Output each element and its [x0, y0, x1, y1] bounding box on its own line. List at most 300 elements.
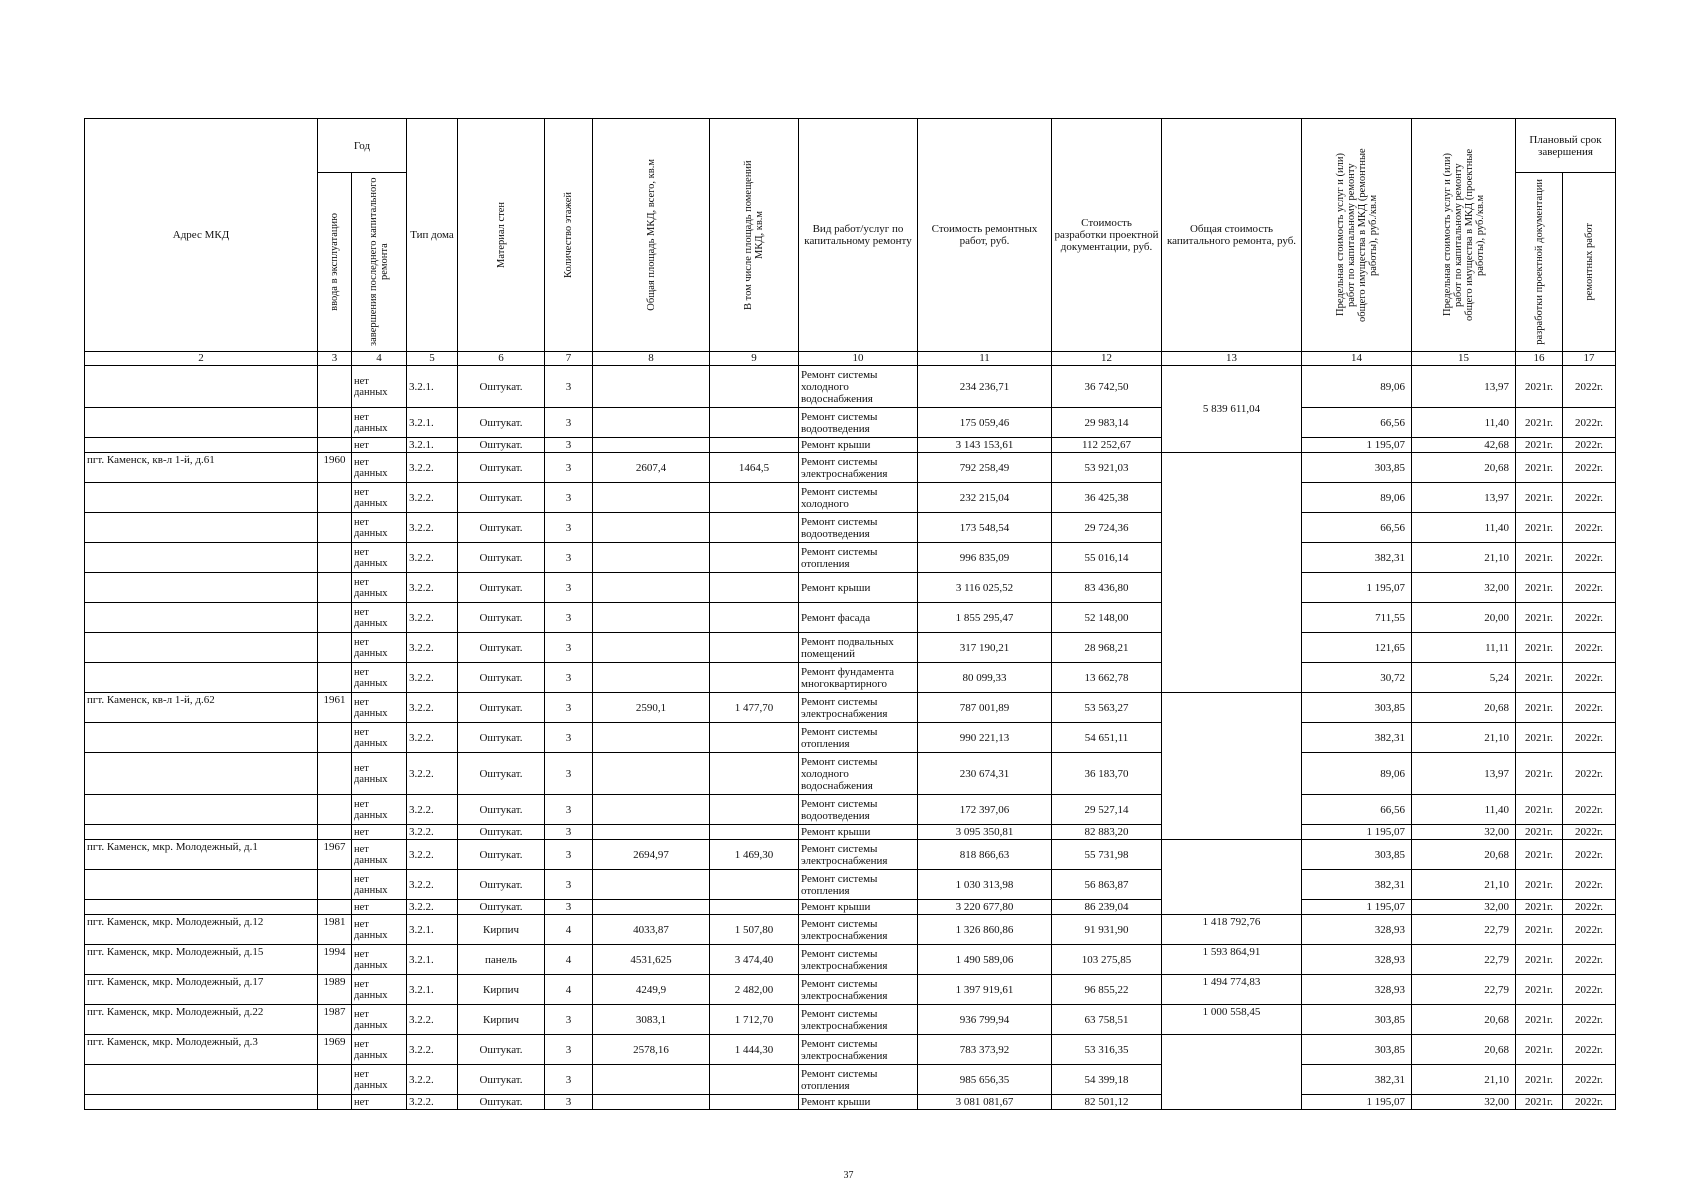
- row-floors: 3: [545, 1065, 593, 1095]
- row-wall-material: Оштукат.: [458, 693, 545, 723]
- row-house-type: 3.2.2.: [407, 1065, 458, 1095]
- row-limit-repair: 328,93: [1302, 915, 1412, 945]
- row-year: 1960: [318, 453, 352, 483]
- column-number-row: [85, 352, 1616, 366]
- column-number: 16: [1516, 352, 1563, 366]
- column-number: 8: [593, 352, 710, 366]
- row-premises-area: 3 474,40: [710, 945, 799, 975]
- row-work-type: Ремонт системы водоотведения: [799, 795, 918, 825]
- row-design-cost: 83 436,80: [1052, 573, 1162, 603]
- row-last-repair: нет данных: [352, 573, 407, 603]
- row-wall-material: панель: [458, 945, 545, 975]
- row-work-type: Ремонт системы электроснабжения: [799, 945, 918, 975]
- row-deadline-repair: 2022г.: [1563, 723, 1616, 753]
- row-floors: 3: [545, 1035, 593, 1065]
- row-premises-area: [710, 573, 799, 603]
- row-premises-area: [710, 900, 799, 915]
- row-limit-design: 11,40: [1412, 795, 1516, 825]
- row-deadline-repair: 2022г.: [1563, 408, 1616, 438]
- row-limit-repair: 1 195,07: [1302, 900, 1412, 915]
- row-last-repair: нет данных: [352, 453, 407, 483]
- row-deadline-repair: 2022г.: [1563, 753, 1616, 795]
- row-limit-repair: 66,56: [1302, 513, 1412, 543]
- row-limit-repair: 66,56: [1302, 795, 1412, 825]
- row-house-type: 3.2.2.: [407, 795, 458, 825]
- table-row: [85, 663, 1616, 693]
- row-total-area: [593, 438, 710, 453]
- row-address: [85, 483, 318, 513]
- header-deadline-design: разработки проектной документации: [1516, 173, 1563, 352]
- row-limit-repair: 303,85: [1302, 453, 1412, 483]
- table-row: [85, 408, 1616, 438]
- row-limit-repair: 382,31: [1302, 870, 1412, 900]
- row-deadline-repair: 2022г.: [1563, 1095, 1616, 1110]
- row-deadline-design: 2021г.: [1516, 573, 1563, 603]
- row-last-repair: нет данных: [352, 693, 407, 723]
- row-repair-cost: 985 656,35: [918, 1065, 1052, 1095]
- row-repair-cost: 936 799,94: [918, 1005, 1052, 1035]
- column-number: 2: [85, 352, 318, 366]
- header-design-cost: Стоимость разработки проектной документации, руб.: [1052, 119, 1162, 352]
- row-limit-design: 13,97: [1412, 483, 1516, 513]
- row-deadline-repair: 2022г.: [1563, 795, 1616, 825]
- row-deadline-design: 2021г.: [1516, 840, 1563, 870]
- row-limit-repair: 1 195,07: [1302, 825, 1412, 840]
- column-number: 9: [710, 352, 799, 366]
- row-deadline-repair: 2022г.: [1563, 603, 1616, 633]
- row-house-type: 3.2.2.: [407, 573, 458, 603]
- row-limit-repair: 303,85: [1302, 1035, 1412, 1065]
- row-house-type: 3.2.2.: [407, 483, 458, 513]
- row-address: пгт. Каменск, мкр. Молодежный, д.17: [85, 975, 318, 1005]
- row-wall-material: Оштукат.: [458, 900, 545, 915]
- row-address: [85, 663, 318, 693]
- row-limit-design: 22,79: [1412, 945, 1516, 975]
- row-work-type: Ремонт фундамента многоквартирного: [799, 663, 918, 693]
- row-year: [318, 543, 352, 573]
- header-deadline-group: Плановый срок завершения: [1516, 119, 1616, 173]
- row-deadline-repair: 2022г.: [1563, 663, 1616, 693]
- row-work-type: Ремонт системы электроснабжения: [799, 1005, 918, 1035]
- row-house-type: 3.2.2.: [407, 603, 458, 633]
- row-floors: 3: [545, 573, 593, 603]
- row-house-type: 3.2.1.: [407, 915, 458, 945]
- row-last-repair: нет данных: [352, 408, 407, 438]
- row-design-cost: 63 758,51: [1052, 1005, 1162, 1035]
- row-limit-design: 42,68: [1412, 438, 1516, 453]
- row-floors: 3: [545, 1005, 593, 1035]
- row-total-cost: 1 593 864,91: [1162, 945, 1302, 975]
- row-repair-cost: 787 001,89: [918, 693, 1052, 723]
- row-wall-material: Оштукат.: [458, 408, 545, 438]
- row-limit-repair: 303,85: [1302, 693, 1412, 723]
- row-design-cost: 55 016,14: [1052, 543, 1162, 573]
- row-limit-design: 22,79: [1412, 975, 1516, 1005]
- header-wall-material: Материал стен: [458, 119, 545, 352]
- header-address: Адрес МКД: [85, 119, 318, 352]
- row-wall-material: Кирпич: [458, 975, 545, 1005]
- row-total-area: 2578,16: [593, 1035, 710, 1065]
- header-work-type: Вид работ/услуг по капитальному ремонту: [799, 119, 918, 352]
- row-limit-design: 20,68: [1412, 1005, 1516, 1035]
- row-last-repair: нет: [352, 1095, 407, 1110]
- row-year: [318, 483, 352, 513]
- column-number: 11: [918, 352, 1052, 366]
- row-address: [85, 513, 318, 543]
- row-work-type: Ремонт системы холодного водоснабжения: [799, 753, 918, 795]
- row-house-type: 3.2.2.: [407, 663, 458, 693]
- row-deadline-repair: 2022г.: [1563, 825, 1616, 840]
- row-deadline-design: 2021г.: [1516, 663, 1563, 693]
- row-deadline-design: 2021г.: [1516, 513, 1563, 543]
- row-limit-design: 22,79: [1412, 915, 1516, 945]
- row-work-type: Ремонт крыши: [799, 825, 918, 840]
- page-number: 37: [843, 1170, 854, 1181]
- row-repair-cost: 234 236,71: [918, 366, 1052, 408]
- row-work-type: Ремонт системы холодного: [799, 483, 918, 513]
- row-total-cost: 1 418 792,76: [1162, 915, 1302, 945]
- header-limit-repair: Предельная стоимость услуг и (или) работ по капитальному ремонту общего имущества в МКД (ремонтные работы), руб./кв.м: [1302, 119, 1412, 352]
- row-floors: 3: [545, 900, 593, 915]
- row-wall-material: Кирпич: [458, 915, 545, 945]
- row-premises-area: [710, 408, 799, 438]
- row-deadline-repair: 2022г.: [1563, 693, 1616, 723]
- table-row: [85, 483, 1616, 513]
- row-deadline-design: 2021г.: [1516, 366, 1563, 408]
- header-deadline-repair: ремонтных работ: [1563, 173, 1616, 352]
- row-year: [318, 663, 352, 693]
- row-wall-material: Оштукат.: [458, 1035, 545, 1065]
- row-total-area: [593, 753, 710, 795]
- row-design-cost: 55 731,98: [1052, 840, 1162, 870]
- row-premises-area: [710, 870, 799, 900]
- row-wall-material: Оштукат.: [458, 573, 545, 603]
- row-house-type: 3.2.1.: [407, 438, 458, 453]
- row-house-type: 3.2.2.: [407, 825, 458, 840]
- table-row: [85, 543, 1616, 573]
- column-number: 3: [318, 352, 352, 366]
- row-total-area: [593, 825, 710, 840]
- table-row: [85, 900, 1616, 915]
- row-work-type: Ремонт системы электроснабжения: [799, 453, 918, 483]
- row-work-type: Ремонт системы отопления: [799, 543, 918, 573]
- row-total-area: [593, 795, 710, 825]
- row-deadline-design: 2021г.: [1516, 543, 1563, 573]
- row-limit-design: 21,10: [1412, 723, 1516, 753]
- row-address: [85, 723, 318, 753]
- row-total-area: [593, 1065, 710, 1095]
- row-address: пгт. Каменск, кв-л 1-й, д.61: [85, 453, 318, 483]
- row-premises-area: [710, 366, 799, 408]
- row-premises-area: [710, 633, 799, 663]
- row-house-type: 3.2.2.: [407, 633, 458, 663]
- row-total-area: 4531,625: [593, 945, 710, 975]
- header-floors: Количество этажей: [545, 119, 593, 352]
- row-year: [318, 900, 352, 915]
- row-work-type: Ремонт системы водоотведения: [799, 408, 918, 438]
- row-floors: 3: [545, 840, 593, 870]
- table-body: [85, 366, 1616, 1110]
- row-premises-area: 2 482,00: [710, 975, 799, 1005]
- row-repair-cost: 230 674,31: [918, 753, 1052, 795]
- row-design-cost: 82 501,12: [1052, 1095, 1162, 1110]
- row-wall-material: Оштукат.: [458, 870, 545, 900]
- row-premises-area: 1464,5: [710, 453, 799, 483]
- header-year-group: Год: [318, 119, 407, 173]
- row-floors: 3: [545, 723, 593, 753]
- row-repair-cost: 3 081 081,67: [918, 1095, 1052, 1110]
- row-wall-material: Оштукат.: [458, 663, 545, 693]
- row-limit-repair: 328,93: [1302, 945, 1412, 975]
- row-house-type: 3.2.2.: [407, 1095, 458, 1110]
- header-premises-area: В том числе площадь помещений МКД, кв.м: [710, 119, 799, 352]
- row-premises-area: [710, 513, 799, 543]
- row-address: пгт. Каменск, мкр. Молодежный, д.3: [85, 1035, 318, 1065]
- row-work-type: Ремонт системы электроснабжения: [799, 975, 918, 1005]
- row-address: пгт. Каменск, мкр. Молодежный, д.22: [85, 1005, 318, 1035]
- row-floors: 3: [545, 870, 593, 900]
- row-work-type: Ремонт крыши: [799, 900, 918, 915]
- row-total-area: [593, 483, 710, 513]
- row-year: [318, 723, 352, 753]
- row-total-cost: [1162, 453, 1302, 693]
- row-deadline-design: 2021г.: [1516, 945, 1563, 975]
- row-work-type: Ремонт подвальных помещений: [799, 633, 918, 663]
- row-floors: 3: [545, 753, 593, 795]
- row-floors: 3: [545, 825, 593, 840]
- table-row: [85, 915, 1616, 945]
- row-design-cost: 82 883,20: [1052, 825, 1162, 840]
- table-row: [85, 753, 1616, 795]
- row-limit-design: 20,68: [1412, 840, 1516, 870]
- row-last-repair: нет: [352, 438, 407, 453]
- row-wall-material: Кирпич: [458, 1005, 545, 1035]
- row-deadline-design: 2021г.: [1516, 753, 1563, 795]
- row-premises-area: [710, 723, 799, 753]
- row-year: [318, 408, 352, 438]
- row-last-repair: нет: [352, 825, 407, 840]
- row-limit-repair: 1 195,07: [1302, 573, 1412, 603]
- row-last-repair: нет данных: [352, 543, 407, 573]
- row-deadline-design: 2021г.: [1516, 870, 1563, 900]
- header-limit-design: Предельная стоимость услуг и (или) работ по капитальному ремонту общего имущества в МКД (проектные работы), руб./кв.м: [1412, 119, 1516, 352]
- row-house-type: 3.2.2.: [407, 723, 458, 753]
- row-repair-cost: 232 215,04: [918, 483, 1052, 513]
- row-year: [318, 795, 352, 825]
- row-limit-design: 32,00: [1412, 1095, 1516, 1110]
- row-limit-repair: 1 195,07: [1302, 1095, 1412, 1110]
- row-total-area: [593, 633, 710, 663]
- row-repair-cost: 317 190,21: [918, 633, 1052, 663]
- row-floors: 3: [545, 483, 593, 513]
- table-row: [85, 366, 1616, 408]
- row-house-type: 3.2.2.: [407, 513, 458, 543]
- row-premises-area: [710, 603, 799, 633]
- row-deadline-repair: 2022г.: [1563, 975, 1616, 1005]
- row-design-cost: 28 968,21: [1052, 633, 1162, 663]
- capital-repair-table: [84, 118, 1616, 1110]
- row-repair-cost: 80 099,33: [918, 663, 1052, 693]
- row-last-repair: нет данных: [352, 1065, 407, 1095]
- row-deadline-design: 2021г.: [1516, 975, 1563, 1005]
- row-last-repair: нет: [352, 900, 407, 915]
- row-design-cost: 96 855,22: [1052, 975, 1162, 1005]
- row-floors: 3: [545, 795, 593, 825]
- row-deadline-design: 2021г.: [1516, 693, 1563, 723]
- row-repair-cost: 996 835,09: [918, 543, 1052, 573]
- row-year: [318, 366, 352, 408]
- row-house-type: 3.2.2.: [407, 870, 458, 900]
- row-year: [318, 573, 352, 603]
- table-row: [85, 1035, 1616, 1065]
- row-limit-repair: 382,31: [1302, 543, 1412, 573]
- row-design-cost: 36 742,50: [1052, 366, 1162, 408]
- row-house-type: 3.2.1.: [407, 408, 458, 438]
- row-total-area: [593, 573, 710, 603]
- row-deadline-design: 2021г.: [1516, 483, 1563, 513]
- row-work-type: Ремонт системы электроснабжения: [799, 840, 918, 870]
- row-repair-cost: 3 095 350,81: [918, 825, 1052, 840]
- row-address: [85, 1065, 318, 1095]
- row-address: [85, 795, 318, 825]
- row-design-cost: 103 275,85: [1052, 945, 1162, 975]
- row-design-cost: 29 724,36: [1052, 513, 1162, 543]
- row-repair-cost: 3 220 677,80: [918, 900, 1052, 915]
- row-house-type: 3.2.2.: [407, 693, 458, 723]
- row-work-type: Ремонт крыши: [799, 438, 918, 453]
- row-repair-cost: 175 059,46: [918, 408, 1052, 438]
- table-row: [85, 945, 1616, 975]
- row-limit-repair: 89,06: [1302, 753, 1412, 795]
- row-address: [85, 603, 318, 633]
- row-design-cost: 54 651,11: [1052, 723, 1162, 753]
- row-house-type: 3.2.2.: [407, 900, 458, 915]
- row-house-type: 3.2.1.: [407, 366, 458, 408]
- column-number: 7: [545, 352, 593, 366]
- row-limit-repair: 1 195,07: [1302, 438, 1412, 453]
- row-total-cost: 1 494 774,83: [1162, 975, 1302, 1005]
- row-address: [85, 408, 318, 438]
- row-premises-area: 1 469,30: [710, 840, 799, 870]
- row-work-type: Ремонт крыши: [799, 1095, 918, 1110]
- row-last-repair: нет данных: [352, 366, 407, 408]
- row-limit-design: 21,10: [1412, 543, 1516, 573]
- column-number: 15: [1412, 352, 1516, 366]
- row-total-area: [593, 603, 710, 633]
- row-limit-repair: 303,85: [1302, 840, 1412, 870]
- row-limit-design: 11,40: [1412, 513, 1516, 543]
- row-design-cost: 54 399,18: [1052, 1065, 1162, 1095]
- row-design-cost: 53 316,35: [1052, 1035, 1162, 1065]
- row-repair-cost: 1 490 589,06: [918, 945, 1052, 975]
- row-repair-cost: 172 397,06: [918, 795, 1052, 825]
- row-address: [85, 1095, 318, 1110]
- row-limit-design: 20,68: [1412, 453, 1516, 483]
- row-last-repair: нет данных: [352, 633, 407, 663]
- row-work-type: Ремонт крыши: [799, 573, 918, 603]
- row-house-type: 3.2.1.: [407, 975, 458, 1005]
- row-address: пгт. Каменск, кв-л 1-й, д.62: [85, 693, 318, 723]
- row-work-type: Ремонт системы отопления: [799, 1065, 918, 1095]
- row-deadline-repair: 2022г.: [1563, 915, 1616, 945]
- row-deadline-repair: 2022г.: [1563, 513, 1616, 543]
- row-limit-repair: 382,31: [1302, 723, 1412, 753]
- row-limit-repair: 382,31: [1302, 1065, 1412, 1095]
- row-floors: 3: [545, 693, 593, 723]
- row-wall-material: Оштукат.: [458, 753, 545, 795]
- row-limit-repair: 711,55: [1302, 603, 1412, 633]
- row-limit-repair: 89,06: [1302, 483, 1412, 513]
- row-year: 1989: [318, 975, 352, 1005]
- row-deadline-design: 2021г.: [1516, 1095, 1563, 1110]
- row-design-cost: 86 239,04: [1052, 900, 1162, 915]
- row-last-repair: нет данных: [352, 975, 407, 1005]
- row-work-type: Ремонт системы электроснабжения: [799, 915, 918, 945]
- row-wall-material: Оштукат.: [458, 825, 545, 840]
- row-total-area: 4249,9: [593, 975, 710, 1005]
- column-number: 13: [1162, 352, 1302, 366]
- row-deadline-design: 2021г.: [1516, 603, 1563, 633]
- row-deadline-repair: 2022г.: [1563, 633, 1616, 663]
- row-repair-cost: 818 866,63: [918, 840, 1052, 870]
- row-design-cost: 13 662,78: [1052, 663, 1162, 693]
- row-deadline-repair: 2022г.: [1563, 900, 1616, 915]
- row-limit-repair: 89,06: [1302, 366, 1412, 408]
- row-year: [318, 1065, 352, 1095]
- table-row: [85, 975, 1616, 1005]
- row-deadline-repair: 2022г.: [1563, 483, 1616, 513]
- row-deadline-design: 2021г.: [1516, 1035, 1563, 1065]
- table-row: [85, 723, 1616, 753]
- row-last-repair: нет данных: [352, 915, 407, 945]
- row-deadline-repair: 2022г.: [1563, 453, 1616, 483]
- row-floors: 3: [545, 1095, 593, 1110]
- row-design-cost: 36 183,70: [1052, 753, 1162, 795]
- row-address: [85, 900, 318, 915]
- row-premises-area: [710, 543, 799, 573]
- row-year: 1994: [318, 945, 352, 975]
- row-design-cost: 29 527,14: [1052, 795, 1162, 825]
- row-limit-design: 13,97: [1412, 366, 1516, 408]
- row-deadline-repair: 2022г.: [1563, 945, 1616, 975]
- row-last-repair: нет данных: [352, 870, 407, 900]
- row-last-repair: нет данных: [352, 1005, 407, 1035]
- row-last-repair: нет данных: [352, 483, 407, 513]
- table-row: [85, 453, 1616, 483]
- row-total-area: [593, 513, 710, 543]
- row-house-type: 3.2.2.: [407, 543, 458, 573]
- row-limit-design: 32,00: [1412, 825, 1516, 840]
- row-premises-area: [710, 825, 799, 840]
- row-deadline-design: 2021г.: [1516, 408, 1563, 438]
- row-total-area: 2607,4: [593, 453, 710, 483]
- row-year: 1981: [318, 915, 352, 945]
- table-row: [85, 825, 1616, 840]
- row-address: [85, 438, 318, 453]
- row-total-cost: 1 000 558,45: [1162, 1005, 1302, 1035]
- table-row: [85, 573, 1616, 603]
- row-floors: 3: [545, 513, 593, 543]
- row-total-area: [593, 663, 710, 693]
- row-limit-design: 13,97: [1412, 753, 1516, 795]
- row-deadline-repair: 2022г.: [1563, 1035, 1616, 1065]
- row-repair-cost: 1 397 919,61: [918, 975, 1052, 1005]
- row-limit-design: 21,10: [1412, 1065, 1516, 1095]
- row-wall-material: Оштукат.: [458, 1095, 545, 1110]
- row-wall-material: Оштукат.: [458, 795, 545, 825]
- row-deadline-design: 2021г.: [1516, 1065, 1563, 1095]
- table-row: [85, 438, 1616, 453]
